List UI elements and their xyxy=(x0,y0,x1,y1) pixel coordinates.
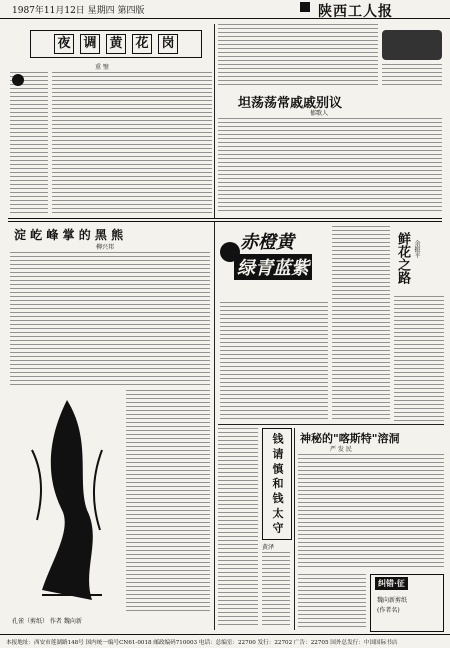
top-left-author: 重 璧 xyxy=(95,64,109,71)
side-article-body xyxy=(394,296,444,422)
page-footer: 本报地址：西安市莲湖路148号 国内统一编号CN61-0018 邮政编码710003 电话：总编室：22700 发行：22702 广告：22705 国外总发行：中国国际书店 xyxy=(0,634,450,648)
title-char: 岗 xyxy=(158,34,178,54)
column-divider xyxy=(214,222,215,630)
column-divider xyxy=(294,428,295,630)
bottom-right-notice-box xyxy=(370,574,444,632)
bottom-center-article-right xyxy=(262,552,290,628)
feature-banner xyxy=(220,226,330,298)
title-char: 花 xyxy=(132,34,152,54)
mid-left-author: 柳兴邦 xyxy=(96,244,115,251)
top-right-article-body xyxy=(218,24,378,86)
feature-headline-1: 赤橙黄 xyxy=(240,232,294,253)
masthead-mark-icon xyxy=(300,2,310,12)
paper-cut-image xyxy=(12,390,122,612)
top-mid-headline: 坦荡荡常戚戚别议 xyxy=(238,96,343,111)
top-left-title xyxy=(30,30,202,58)
top-right-logo-block xyxy=(382,30,442,60)
bottom-right-tail-text xyxy=(298,574,366,630)
feature-headline-2: 绿青蓝紫 xyxy=(234,254,312,280)
title-char: 夜 xyxy=(54,34,74,54)
title-char: 调 xyxy=(80,34,100,54)
notice-label: 纠错·征 xyxy=(375,577,408,590)
column-divider xyxy=(214,24,215,219)
side-headline: 鲜花之路 xyxy=(395,232,410,284)
side-author: 余振平 xyxy=(413,240,420,258)
notice-line-2: (作者名) xyxy=(377,607,400,614)
mid-left-headline: 淀 屹 峰 掌 的 黑 熊 xyxy=(14,228,124,242)
issue-date: 1987年11月12日 星期四 第四版 xyxy=(12,6,145,16)
notice-line-1: 魏向新剪纸 xyxy=(377,597,408,604)
article-bullet-icon xyxy=(12,74,24,86)
photo-side-article xyxy=(126,390,210,614)
page-header xyxy=(0,0,450,19)
top-left-article-body xyxy=(52,72,212,214)
bottom-right-article-body xyxy=(298,454,444,570)
feature-article-body-right xyxy=(332,226,390,422)
bottom-center-author: 黄泽 xyxy=(262,544,275,551)
top-mid-article-body xyxy=(218,118,442,214)
section-divider xyxy=(218,424,444,425)
peacock-papercut-icon xyxy=(12,390,122,612)
bottom-center-headline-box xyxy=(262,428,292,540)
bottom-right-author: 严 发 民 xyxy=(330,446,352,453)
top-mid-author: 郁歌人 xyxy=(310,110,329,117)
photo-caption: 孔雀（剪纸） 作者 魏向新 xyxy=(12,618,82,625)
title-char: 黄 xyxy=(106,34,126,54)
mid-left-article-body xyxy=(10,252,210,386)
bottom-center-headline: 钱 请 慎 和 钱 太 守 xyxy=(271,433,284,533)
feature-article-body xyxy=(220,302,328,422)
bottom-center-article-left xyxy=(218,428,258,628)
top-left-article-body-col2 xyxy=(10,72,48,214)
masthead: 陕西工人报 xyxy=(318,4,393,20)
top-right-side-text xyxy=(382,64,442,88)
bottom-right-headline: 神秘的"喀斯特"溶洞 xyxy=(300,432,400,445)
section-divider xyxy=(8,218,442,222)
